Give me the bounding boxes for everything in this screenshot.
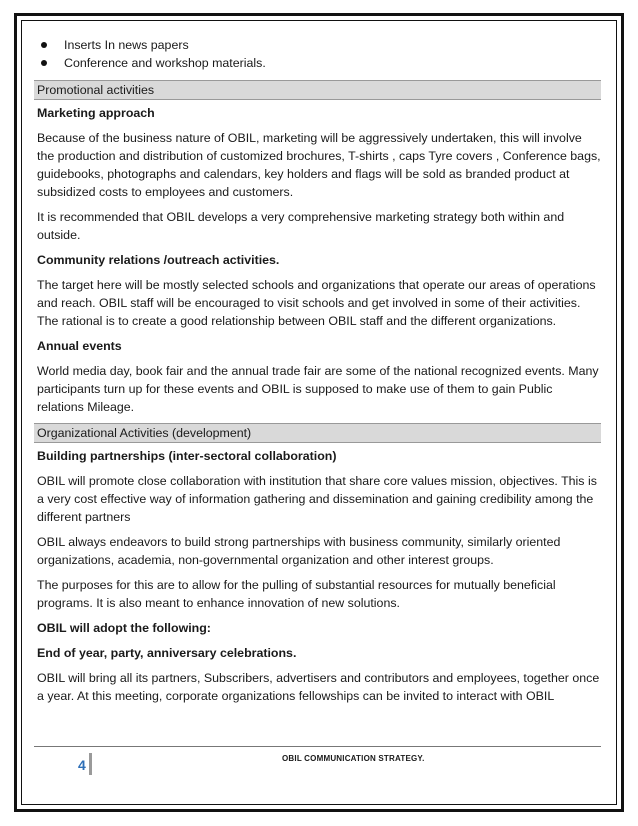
paragraph: OBIL will bring all its partners, Subscribers, advertisers and contributors and employees, together once a year. At this meeting, corporate organizations fellowships can be invited to interact with OBIL [37,671,600,703]
heading-annual-events: Annual events [37,339,122,353]
paragraph: OBIL will promote close collaboration with institution that share core values mission, objectives. This is a very cost effective way of information gathering and dissemination and gaining credibility among the different partners [37,474,597,524]
bullet-list [34,36,601,72]
paragraph: OBIL always endeavors to build strong partnerships with business community, similarly oriented organizations, academia, non-governmental organization and other interest groups. [37,535,561,567]
paragraph: It is recommended that OBIL develops a very comprehensive marketing strategy both within and outside. [37,210,565,242]
heading-end-of-year: End of year, party, anniversary celebrations. [37,646,297,660]
paragraph: The target here will be mostly selected schools and organizations that operate our areas of operations and reach. OBIL staff will be encouraged to visit schools and get involved in some of their activities. The rational is to create a good relationship between OBIL staff and the different organizations. [37,278,596,328]
list-item: Conference and workshop materials. [34,54,601,72]
heading-obil-will-adopt: OBIL will adopt the following: [37,621,211,635]
heading-building-partnerships: Building partnerships (inter-sectoral collaboration) [37,449,337,463]
paragraph: Because of the business nature of OBIL, marketing will be aggressively undertaken, this will involve the production and distribution of customized brochures, T-shirts , caps Tyre covers , Conference bags, guidebooks, photographs and calendars, key holders and flags will be sold as branded product at subsidized costs to employees and customers. [37,131,601,199]
page-number-divider [89,753,92,775]
page-footer [34,746,601,777]
bullet-icon [41,42,47,48]
paragraph: World media day, book fair and the annual trade fair are some of the national recognized events. Many participants turn up for these events and OBIL is supposed to make use of them to gain Public relations Mileage. [37,364,599,414]
list-item: Inserts In news papers [34,36,601,54]
section-header-organizational: Organizational Activities (development) [34,423,601,443]
bullet-icon [41,60,47,66]
page-content [34,36,601,712]
heading-marketing-approach: Marketing approach [37,106,155,120]
heading-community-relations: Community relations /outreach activities. [37,253,280,267]
footer-title: OBIL COMMUNICATION STRATEGY. [282,754,425,763]
paragraph: The purposes for this are to allow for the pulling of substantial resources for mutually beneficial programs. It is also meant to enhance innovation of new solutions. [37,578,556,610]
section-header-promotional: Promotional activities [34,80,601,100]
page-number: 4 [78,757,86,773]
